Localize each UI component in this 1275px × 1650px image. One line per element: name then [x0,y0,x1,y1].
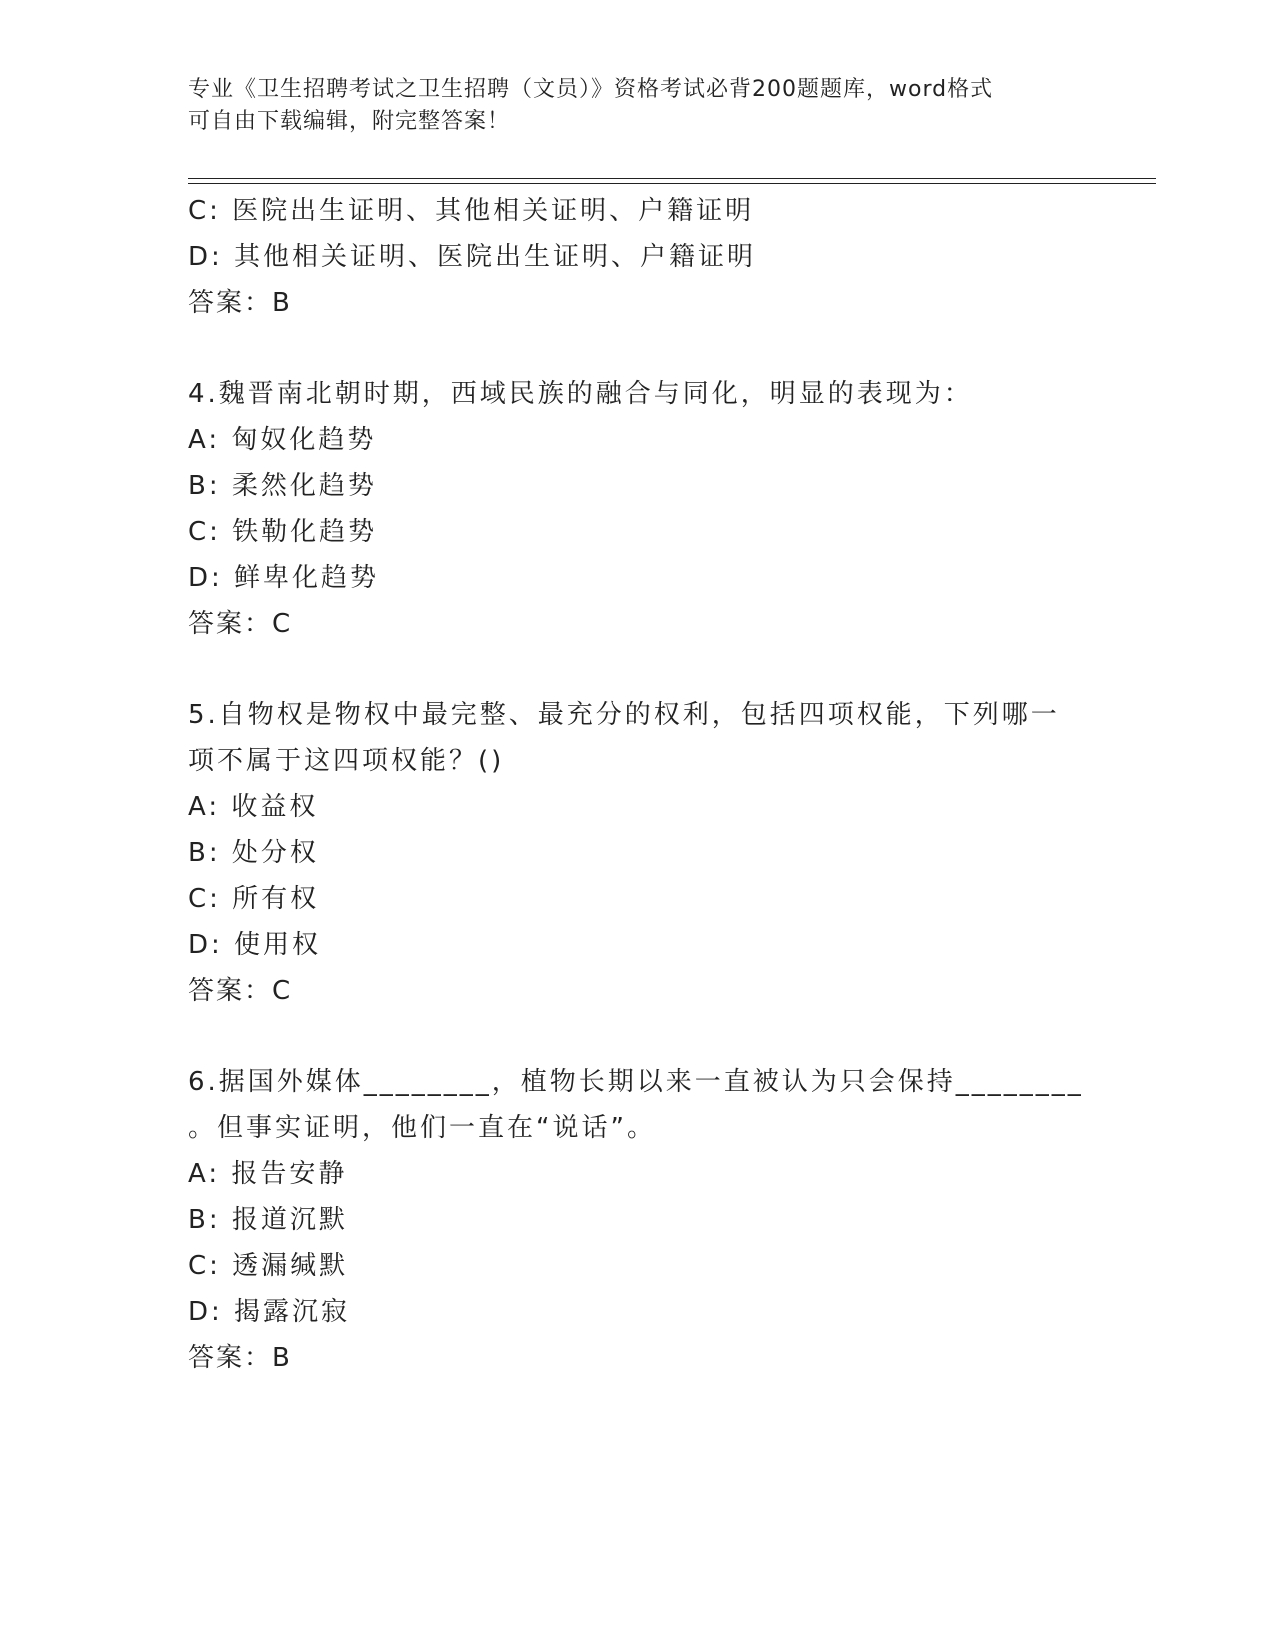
question-text: 4.魏晋南北朝时期，西域民族的融合与同化，明显的表现为： [188,379,973,409]
spacer [188,647,1088,692]
answer: 答案：C [188,609,293,639]
question-text-line-2: 。但事实证明，他们一直在“说话”。 [188,1113,656,1143]
option-d: D: 揭露沉寂 [188,1297,351,1327]
option-a: A: 收益权 [188,792,319,822]
option-b: B: 报道沉默 [188,1205,348,1235]
option-d: D: 鲜卑化趋势 [188,563,380,593]
option-c: C: 透漏缄默 [188,1251,349,1281]
question-5 [188,692,1088,1014]
question-text-line-1: 6.据国外媒体________，植物长期以来一直被认为只会保持________ [188,1067,1084,1097]
option-d: D: 其他相关证明、医院出生证明、户籍证明 [188,242,757,272]
answer: 答案：B [188,288,292,318]
question-content [188,188,1088,1381]
question-text-line-2: 项不属于这四项权能？() [188,746,505,776]
question-4 [188,371,1088,647]
option-d: D: 使用权 [188,930,322,960]
option-a: A: 报告安静 [188,1159,348,1189]
header-line-1: 专业《卫生招聘考试之卫生招聘（文员）》资格考试必背200题题库，word格式 [188,77,994,102]
option-b: B: 柔然化趋势 [188,471,377,501]
header-divider-top [188,178,1156,179]
option-c: C: 所有权 [188,884,320,914]
option-b: B: 处分权 [188,838,319,868]
spacer [188,326,1088,371]
document-header [188,74,1068,138]
question-6 [188,1059,1088,1381]
option-a: A: 匈奴化趋势 [188,425,377,455]
spacer [188,1014,1088,1059]
question-3-continued [188,188,1088,326]
answer: 答案：B [188,1343,292,1373]
header-divider-bottom [188,183,1156,184]
header-line-2: 可自由下载编辑，附完整答案！ [188,109,511,134]
option-c: C: 铁勒化趋势 [188,517,378,547]
option-c: C: 医院出生证明、其他相关证明、户籍证明 [188,196,755,226]
question-text-line-1: 5.自物权是物权中最完整、最充分的权利，包括四项权能，下列哪一 [188,700,1060,730]
answer: 答案：C [188,976,293,1006]
